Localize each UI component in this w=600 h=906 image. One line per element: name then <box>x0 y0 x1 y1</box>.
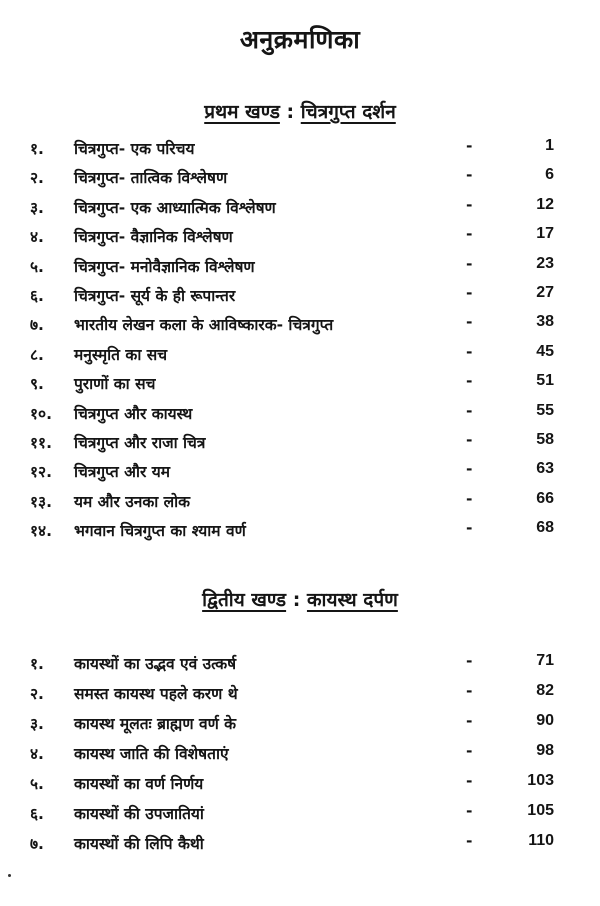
toc-entry[interactable] <box>0 487 600 516</box>
toc-entry-dash: - <box>466 254 473 273</box>
toc-entry-title: यम और उनका लोक <box>74 492 191 511</box>
toc-entry-number: २. <box>30 685 44 703</box>
toc-entry-number: ३. <box>30 715 44 733</box>
toc-entry-dash: - <box>466 430 473 449</box>
toc-entry-title: चित्रगुप्त और कायस्थ <box>74 404 193 423</box>
toc-entry[interactable] <box>0 369 600 398</box>
toc-entry[interactable] <box>0 709 600 739</box>
toc-entry-dash: - <box>466 519 473 538</box>
toc-entry-title: चित्रगुप्त- एक आध्यात्मिक विश्लेषण <box>74 198 276 217</box>
toc-entry-page-number: 110 <box>528 832 554 849</box>
toc-entry[interactable] <box>0 679 600 709</box>
toc-entry-number: ८. <box>30 345 44 364</box>
toc-entry-dash: - <box>466 372 473 391</box>
toc-entry-page-number: 98 <box>536 742 554 759</box>
toc-entry[interactable] <box>0 310 600 339</box>
section-2-heading-left: द्वितीय खण्ड <box>202 589 287 611</box>
toc-entry-title: कायस्थों का उद्भव एवं उत्कर्ष <box>74 655 237 673</box>
toc-entry-number: ३. <box>30 198 44 217</box>
toc-entry-number: ११. <box>30 433 53 452</box>
toc-entry[interactable] <box>0 769 600 799</box>
toc-entry-number: ५. <box>30 257 44 276</box>
toc-entry-title: चित्रगुप्त- वैज्ञानिक विश्लेषण <box>74 228 233 247</box>
toc-entry-page-number: 17 <box>536 225 554 243</box>
toc-entry-page-number: 51 <box>536 372 554 390</box>
toc-entry-page-number: 63 <box>536 460 554 478</box>
toc-entry-page-number: 27 <box>536 283 554 301</box>
toc-entry[interactable] <box>0 399 600 428</box>
toc-entry-dash: - <box>466 342 473 361</box>
toc-entry[interactable] <box>0 428 600 457</box>
toc-entry-dash: - <box>466 137 473 155</box>
toc-entry-title: कायस्थ मूलतः ब्राह्मण वर्ण के <box>74 715 237 733</box>
toc-entry-dash: - <box>466 225 473 244</box>
toc-entry-number: ४. <box>30 745 44 763</box>
toc-entry-page-number: 6 <box>545 166 554 184</box>
toc-entry-dash: - <box>466 742 473 760</box>
toc-entry-dash: - <box>466 682 473 700</box>
toc-entry-number: ६. <box>30 805 44 823</box>
toc-entry-number: १४. <box>30 522 53 541</box>
toc-entry[interactable] <box>0 163 600 192</box>
toc-entry-dash: - <box>466 712 473 730</box>
toc-entry-title: चित्रगुप्त- सूर्य के ही रूपान्तर <box>74 286 236 305</box>
toc-entry[interactable] <box>0 134 600 163</box>
section-1-heading-right: चित्रगुप्त दर्शन <box>300 101 396 123</box>
toc-entry-title: भारतीय लेखन कला के आविष्कारक- चित्रगुप्त <box>74 316 334 335</box>
toc-entry-title: पुराणों का सच <box>74 375 156 394</box>
toc-entry-number: ४. <box>30 228 44 247</box>
toc-entry[interactable] <box>0 829 600 859</box>
toc-entry-number: १. <box>30 140 44 158</box>
toc-entry-title: चित्रगुप्त- एक परिचय <box>74 140 195 158</box>
toc-entry[interactable] <box>0 340 600 369</box>
toc-entry-dash: - <box>466 283 473 302</box>
toc-entry-title: कायस्थों का वर्ण निर्णय <box>74 775 204 793</box>
toc-entry-number: ७. <box>30 835 44 853</box>
toc-entry-page-number: 55 <box>536 401 554 419</box>
toc-entry[interactable] <box>0 281 600 310</box>
toc-entry-title: चित्रगुप्त और राजा चित्र <box>74 433 206 452</box>
toc-entry[interactable] <box>0 252 600 281</box>
section-2-heading-right: कायस्थ दर्पण <box>306 589 398 611</box>
toc-entry-page-number: 105 <box>527 802 554 819</box>
toc-entry-page-number: 71 <box>536 652 554 669</box>
toc-entry-title: मनुस्मृति का सच <box>74 345 168 364</box>
toc-entry-title: चित्रगुप्त- मनोवैज्ञानिक विश्लेषण <box>74 257 255 276</box>
toc-entry-page-number: 12 <box>536 195 554 213</box>
toc-entry[interactable] <box>0 649 600 679</box>
toc-entry-title: भगवान चित्रगुप्त का श्याम वर्ण <box>74 522 246 541</box>
toc-entry[interactable] <box>0 193 600 222</box>
toc-entry-title: कायस्थ जाति की विशेषताएं <box>74 745 229 763</box>
toc-entry-title: कायस्थों की लिपि कैथी <box>74 835 204 853</box>
toc-entry-page-number: 1 <box>545 137 554 154</box>
toc-entry-page-number: 66 <box>536 489 554 507</box>
toc-entry-title: चित्रगुप्त और यम <box>74 463 170 482</box>
section-2-heading-separator: : <box>292 589 301 611</box>
toc-entry-dash: - <box>466 772 473 790</box>
section-1-list <box>0 134 600 545</box>
page-title: अनुक्रमणिका <box>239 25 361 54</box>
toc-entry-dash: - <box>466 166 473 185</box>
toc-entry-page-number: 38 <box>536 313 554 331</box>
toc-entry-dash: - <box>466 460 473 479</box>
print-speck <box>8 874 11 877</box>
toc-entry-title: समस्त कायस्थ पहले करण थे <box>74 685 238 703</box>
toc-entry-number: १०. <box>30 404 53 423</box>
toc-entry-dash: - <box>466 802 473 820</box>
toc-entry[interactable] <box>0 222 600 251</box>
toc-entry-dash: - <box>466 195 473 214</box>
toc-entry-dash: - <box>466 401 473 420</box>
toc-entry-page-number: 90 <box>536 712 554 729</box>
toc-entry-page-number: 23 <box>536 254 554 272</box>
toc-entry-number: २. <box>30 169 44 188</box>
toc-entry-number: १३. <box>30 492 53 511</box>
section-1-heading-separator: : <box>286 101 295 123</box>
toc-entry-number: १२. <box>30 463 53 482</box>
toc-entry-dash: - <box>466 313 473 332</box>
section-1-heading <box>0 98 600 124</box>
toc-entry-number: ६. <box>30 286 44 305</box>
toc-entry-dash: - <box>466 489 473 508</box>
toc-entry-title: चित्रगुप्त- तात्विक विश्लेषण <box>74 169 228 188</box>
section-1-heading-left: प्रथम खण्ड <box>204 101 280 123</box>
section-2-heading <box>0 586 600 612</box>
toc-entry-dash: - <box>466 652 473 670</box>
toc-entry[interactable] <box>0 739 600 769</box>
toc-entry-page-number: 82 <box>536 682 554 699</box>
toc-entry-page-number: 103 <box>527 772 554 789</box>
toc-entry-title: कायस्थों की उपजातियां <box>74 805 204 823</box>
toc-entry[interactable] <box>0 457 600 486</box>
toc-entry-page-number: 58 <box>536 430 554 448</box>
toc-entry[interactable] <box>0 799 600 829</box>
toc-entry-number: ७. <box>30 316 44 335</box>
toc-entry-dash: - <box>466 832 473 850</box>
section-2-list <box>0 649 600 859</box>
toc-entry[interactable] <box>0 516 600 545</box>
toc-entry-page-number: 68 <box>536 519 554 537</box>
toc-entry-page-number: 45 <box>536 342 554 360</box>
toc-entry-number: ५. <box>30 775 44 793</box>
toc-entry-number: ९. <box>30 375 44 394</box>
toc-entry-number: १. <box>30 655 44 673</box>
